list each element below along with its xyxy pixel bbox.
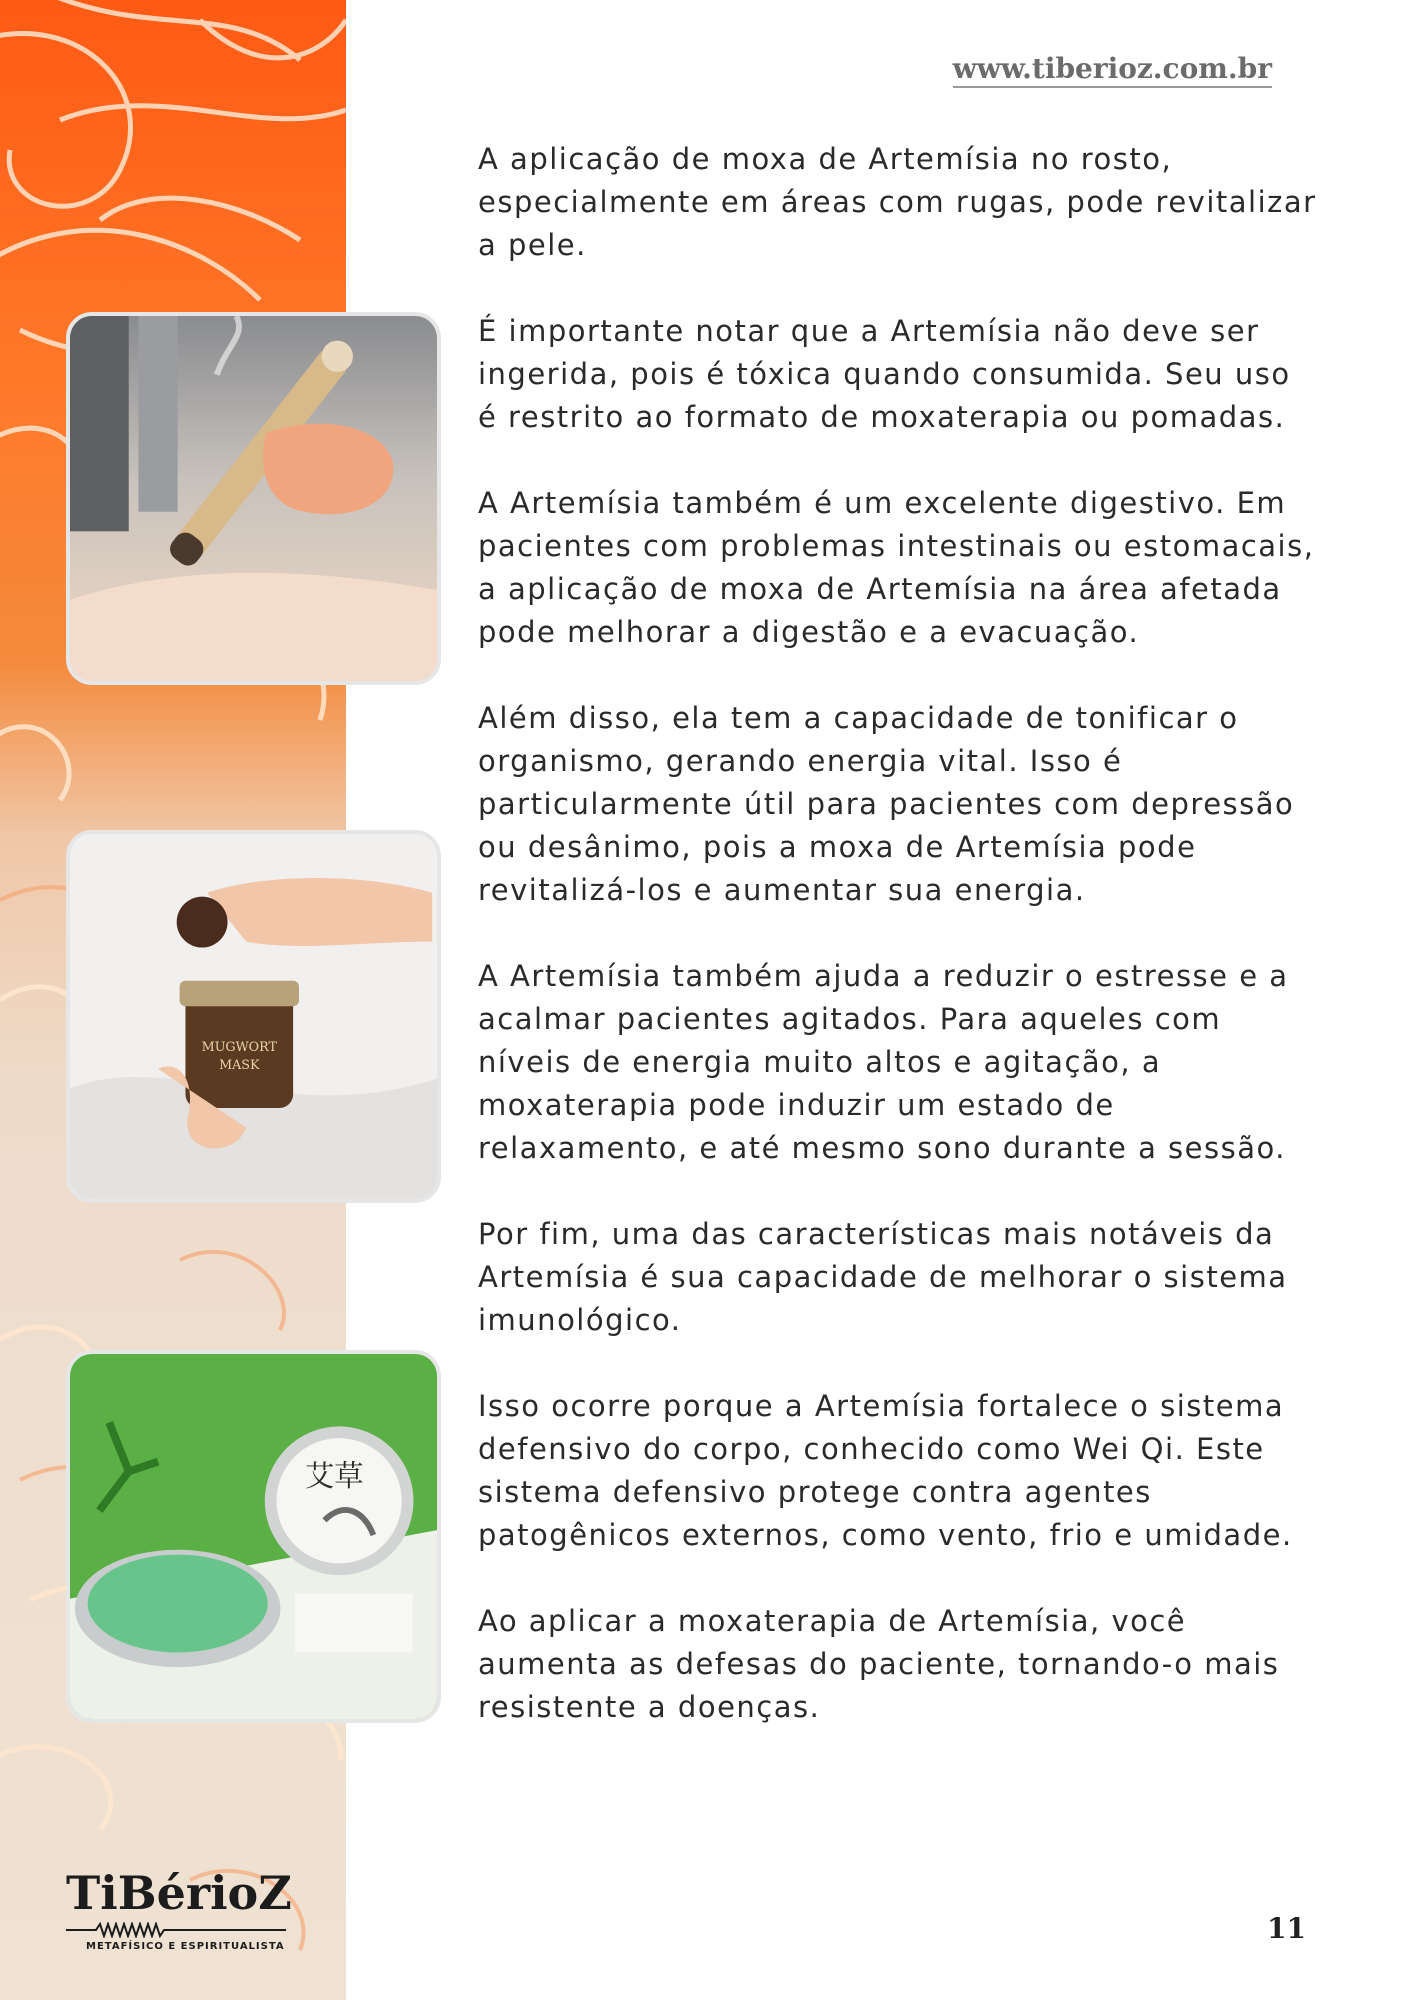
moxa-stick-photo	[66, 312, 441, 685]
mugwort-mask-photo	[66, 830, 441, 1203]
wave-line-icon	[66, 1922, 286, 1938]
page-number: 11	[1267, 1912, 1306, 1945]
jar-label-line1: MUGWORT	[201, 1039, 277, 1055]
green-balm-tin-photo	[66, 1350, 441, 1723]
paragraph: Por fim, uma das características mais notáveis da Artemísia é sua capacidade de melhorar o sistema imunológico.	[478, 1217, 1288, 1337]
paragraph: Ao aplicar a moxaterapia de Artemísia, você aumenta as defesas do paciente, tornando-o mais resistente a doenças.	[478, 1604, 1280, 1724]
paragraph: A aplicação de moxa de Artemísia no rosto, especialmente em áreas com rugas, pode revitalizar a pele.	[478, 142, 1317, 262]
site-url-link[interactable]: www.tiberioz.com.br	[953, 52, 1272, 88]
tiberioz-logo	[62, 1866, 292, 1956]
logo-wordmark: TiBérioZ	[66, 1866, 292, 1920]
paragraph: A Artemísia também ajuda a reduzir o estresse e a acalmar pacientes agitados. Para aqueles com níveis de energia muito altos e agitação, a moxaterapia pode induzir um estado de relaxamento, e até mesmo sono durante a sessão.	[478, 959, 1289, 1165]
paragraph: É importante notar que a Artemísia não deve ser ingerida, pois é tóxica quando consumida. Seu uso é restrito ao formato de moxaterapia ou pomadas.	[478, 314, 1291, 434]
tin-characters: 艾草	[304, 1459, 364, 1494]
paragraph: Além disso, ela tem a capacidade de tonificar o organismo, gerando energia vital. Isso é particularmente útil para pacientes com depressão ou desânimo, pois a moxa de Artemísia pode revitalizá-los e aumentar sua energia.	[478, 701, 1295, 907]
jar-label-line2: MASK	[219, 1056, 260, 1072]
paragraph: Isso ocorre porque a Artemísia fortalece o sistema defensivo do corpo, conhecido como Wei Qi. Este sistema defensivo protege contra agentes patogênicos externos, como vento, frio e umidade.	[478, 1389, 1293, 1552]
paragraph: A Artemísia também é um excelente digestivo. Em pacientes com problemas intestinais ou estomacais, a aplicação de moxa de Artemísia na área afetada pode melhorar a digestão e a evacuação.	[478, 486, 1315, 649]
article-body	[478, 138, 1318, 1772]
logo-tagline: METAFÍSICO E ESPIRITUALISTA	[86, 1941, 285, 1952]
